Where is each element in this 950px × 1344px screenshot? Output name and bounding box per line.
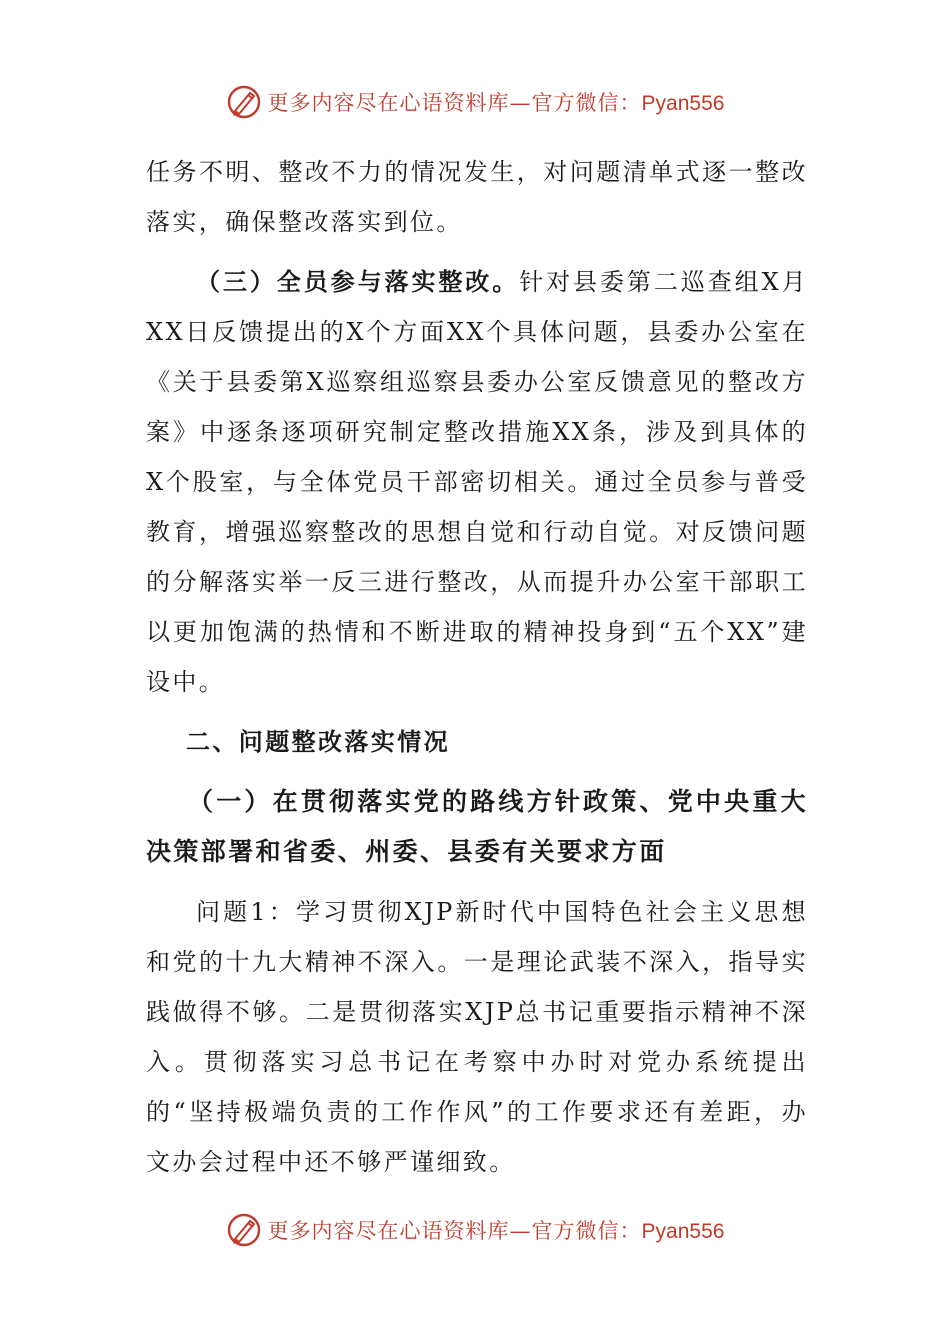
paragraph-body: 针对县委第二巡查组X月XX日反馈提出的X个方面XX个具体问题，县委办公室在《关于县委第X巡察组巡察县委办公室反馈意见的整改方案》中逐条逐项研究制定整改措施XX条，涉及到具体的X个股室，与全体党员干部密切相关。通过全员参与普受教育，增强巡察整改的思想自觉和行动自觉。对反馈问题的分解落实举一反三进行整改，从而提升办公室干部职工以更加饱满的热情和不断进取的精神投身到“五个XX”建设中。 [146,268,808,696]
document-body [146,147,808,1187]
paragraph-full-participation [146,257,808,707]
section-heading: 二、问题整改落实情况 [186,727,450,756]
header-banner-text: 更多内容尽在心语资料库—官方微信：Pyan556 [267,91,725,115]
paragraph-continuation: 任务不明、整改不力的情况发生，对问题清单式逐一整改落实，确保整改落实到位。 [146,158,808,236]
paragraph-lead: （三）全员参与落实整改。 [196,267,520,296]
footer-banner-text: 更多内容尽在心语资料库—官方微信：Pyan556 [267,1219,725,1243]
pen-logo-icon [226,1212,262,1248]
paragraph-problem-1: 问题1：学习贯彻XJP新时代中国特色社会主义思想和党的十九大精神不深入。一是理论武装不深入，指导实践做得不够。二是贯彻落实XJP总书记重要指示精神不深入。贯彻落实习总书记在考察中办时对党办系统提出的“坚持极端负责的工作作风”的工作要求还有差距，办文办会过程中还不够严谨细致。 [146,898,808,1176]
footer-banner [0,1210,950,1250]
pen-logo-icon [226,84,262,120]
header-banner [0,82,950,122]
subsection-heading: （一）在贯彻落实党的路线方针政策、党中央重大决策部署和省委、州委、县委有关要求方面 [146,787,808,866]
